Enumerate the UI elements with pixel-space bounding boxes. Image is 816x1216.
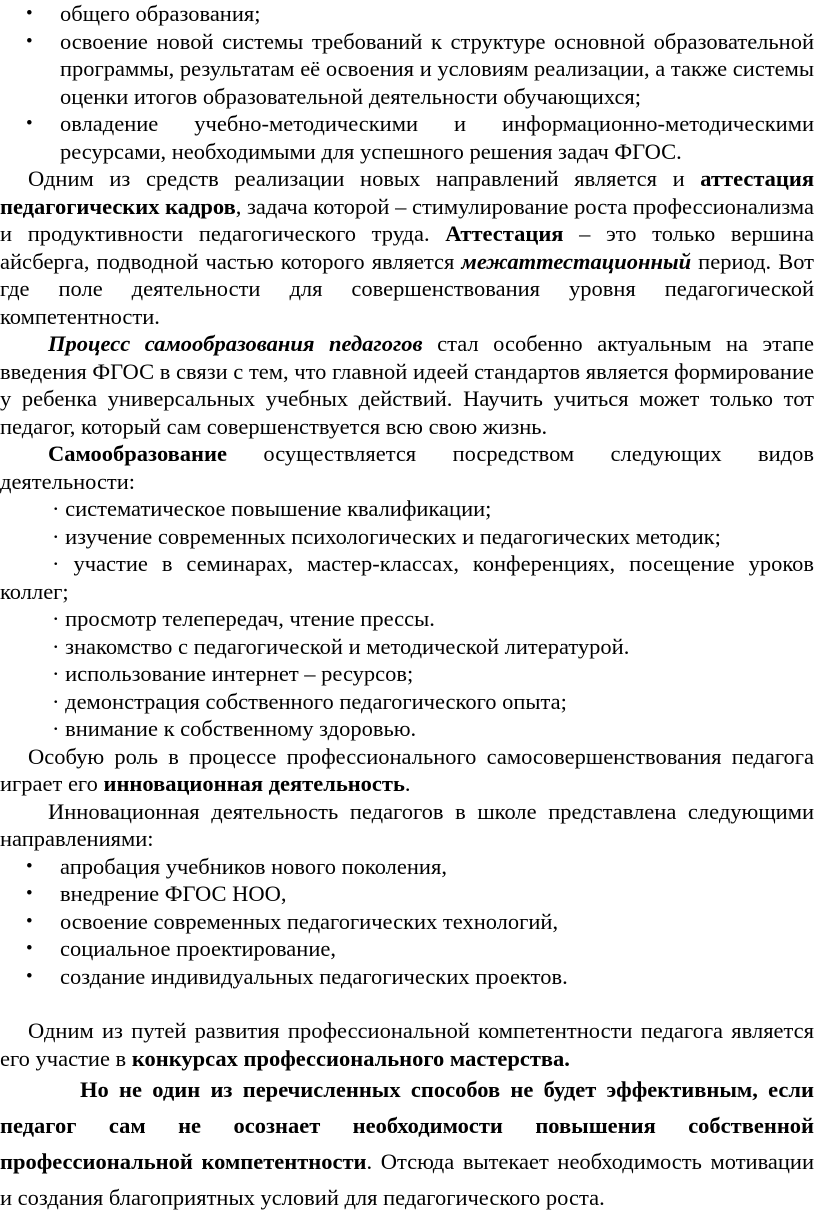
bold-text: инновационная деятельность bbox=[103, 771, 405, 796]
bullet-item: • освоение новой системы требований к структуре основной образовательной программы, результатам её освоения и условиям реализации, а также системы оценки итогов образовательной деятельности обучающихся; bbox=[0, 28, 814, 111]
bold-text: конкурсах профессионального мастерства. bbox=[131, 1045, 570, 1071]
text-run: . bbox=[404, 771, 411, 796]
spacer bbox=[0, 990, 814, 1017]
dot-list-item: · изучение современных психологических и педагогических методик; bbox=[52, 523, 721, 549]
text-run: осуществляется посредством следующих видов деятельности: bbox=[0, 441, 814, 494]
bullet-item: • апробация учебников нового поколения, bbox=[0, 853, 814, 881]
bullet-item: • общего образования; bbox=[0, 0, 814, 28]
bullet-item: • внедрение ФГОС НОО, bbox=[0, 880, 814, 908]
paragraph-conclusion bbox=[0, 1072, 814, 1216]
dot-list-item: · внимание к собственному здоровью. bbox=[52, 716, 417, 741]
text-run: стал особенно актуальным на этапе введения ФГОС в связи с тем, что главной идеей стандартов является формирование у ребенка универсальных учебных действий. Научить учиться может только тот педагог, который сам совершенствуется всю свою жизнь. bbox=[0, 331, 814, 439]
dot-list-item: · участие в семинарах, мастер-классах, конференциях, посещение уроков коллег; bbox=[0, 551, 814, 604]
text-run: Особую роль в процессе профессионального самосовершенствования педагога играет его bbox=[0, 743, 814, 796]
paragraph-innovation-directions: Инновационная деятельность педагогов в школе представлена следующими направлениями: bbox=[0, 798, 814, 851]
bold-italic-text: межаттестационный bbox=[461, 248, 692, 274]
text-run: . Отсюда вытекает необходимость мотивации и создания благоприятных условий для педагогического роста. bbox=[0, 1149, 814, 1210]
text-run: период. Вот где поле деятельности для совершенствования уровня педагогической компетентности. bbox=[0, 248, 814, 329]
bold-text: Аттестация bbox=[445, 221, 564, 246]
dot-list-item: · знакомство с педагогической и методической литературой. bbox=[52, 633, 630, 659]
dot-list-item: · систематическое повышение квалификации; bbox=[52, 496, 492, 521]
paragraph-contests bbox=[0, 1017, 814, 1072]
text-run: , задача которой – стимулирование роста профессионализма и продуктивности педагогического труда. bbox=[0, 193, 814, 246]
dot-list-item: · просмотр телепередач, чтение прессы. bbox=[52, 606, 435, 631]
dot-list-item: · использование интернет – ресурсов; bbox=[52, 661, 414, 686]
paragraph-self-education-process bbox=[0, 330, 814, 440]
text-run: – это только вершина айсберга, подводной частью которого является bbox=[0, 221, 814, 274]
bullet-item: • социальное проектирование, bbox=[0, 935, 814, 963]
bold-text: аттестация педагогических кадров bbox=[0, 166, 814, 219]
text-run: Одним из путей развития профессиональной компетентности педагога является его участие в bbox=[0, 1018, 814, 1071]
bold-italic-text: Процесс самообразования педагогов bbox=[48, 331, 423, 356]
text-run: Одним из средств реализации новых направлений является и bbox=[28, 166, 701, 191]
paragraph-innovation-role bbox=[0, 743, 814, 798]
paragraph-attestation bbox=[0, 165, 814, 330]
bullet-item: • создание индивидуальных педагогических проектов. bbox=[0, 963, 814, 991]
bullet-item: • освоение современных педагогических технологий, bbox=[0, 908, 814, 936]
bold-text: Самообразование bbox=[48, 441, 227, 466]
bullet-item: • овладение учебно-методическими и информационно-методическими ресурсами, необходимыми для успешного решения задач ФГОС. bbox=[0, 110, 814, 165]
dot-list-item: · демонстрация собственного педагогического опыта; bbox=[52, 688, 567, 714]
bold-text: Но не один из перечисленных способов не будет эффективным, если педагог сам не осознает необходимости повышения собственной профессиональной компетентности bbox=[0, 1077, 814, 1174]
paragraph-self-education bbox=[0, 440, 814, 495]
